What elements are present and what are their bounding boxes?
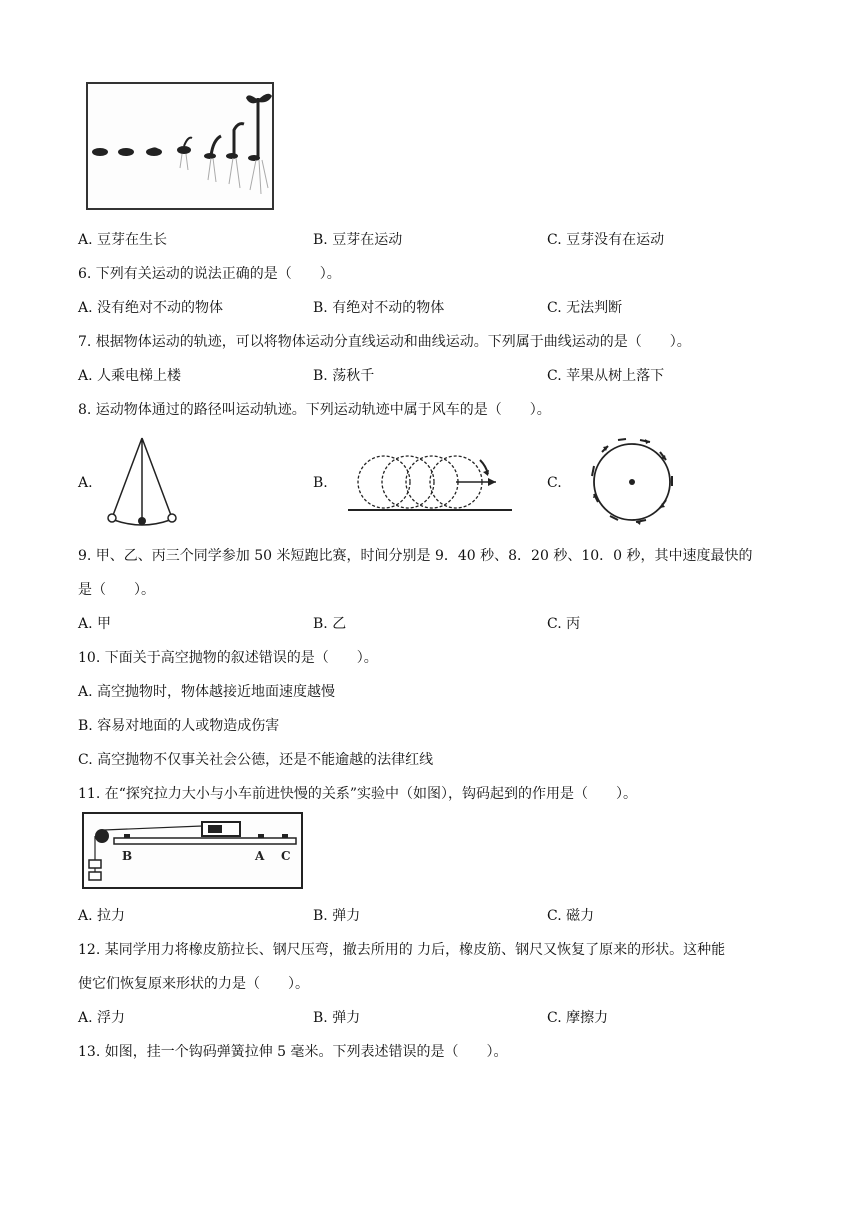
q7-option-a: A. 人乘电梯上楼 xyxy=(78,368,182,384)
q5-option-c: C. 豆芽没有在运动 xyxy=(547,232,665,248)
q12-option-a: A. 浮力 xyxy=(78,1010,126,1026)
q7-option-c: C. 苹果从树上落下 xyxy=(547,368,665,384)
q10-option-a: A. 高空抛物时，物体越接近地面速度越慢 xyxy=(78,684,336,700)
q12-stem-line1: 12. 某同学用力将橡皮筋拉长、钢尺压弯，撤去所用的 力后，橡皮筋、钢尺又恢复了原来的形状。这种能 xyxy=(78,942,726,958)
q9-option-c: C. 丙 xyxy=(547,616,581,632)
figure-label-b: B xyxy=(122,849,133,863)
q10-option-b: B. 容易对地面的人或物造成伤害 xyxy=(78,718,280,734)
q11-stem: 11. 在“探究拉力大小与小车前进快慢的关系”实验中（如图），钩码起到的作用是（ ）。 xyxy=(78,786,638,802)
q9-stem-line2: 是（ ）。 xyxy=(78,582,155,598)
pendulum-trajectory-figure xyxy=(100,434,184,528)
sprout-growth-figure xyxy=(86,82,276,212)
q6-option-a: A. 没有绝对不动的物体 xyxy=(78,300,224,316)
q9-option-a: A. 甲 xyxy=(78,616,112,632)
q7-option-b: B. 荡秋千 xyxy=(313,368,375,384)
q5-option-a: A. 豆芽在生长 xyxy=(78,232,168,248)
q9-stem-line1: 9. 甲、乙、丙三个同学参加 50 米短跑比赛，时间分别是 9．40 秒、8．20 秒、10．0 秒，其中速度最快的 xyxy=(78,548,753,564)
cart-pulley-experiment-figure xyxy=(82,812,304,890)
figure-label-c: C xyxy=(281,849,291,863)
q10-stem: 10. 下面关于高空抛物的叙述错误的是（ ）。 xyxy=(78,650,378,666)
q12-option-c: C. 摩擦力 xyxy=(547,1010,609,1026)
q8-option-c: C. xyxy=(547,475,562,491)
q7-stem: 7. 根据物体运动的轨迹，可以将物体运动分直线运动和曲线运动。下列属于曲线运动的是（ ）。 xyxy=(78,334,691,350)
figure-label-a: A xyxy=(255,849,265,863)
rolling-spiral-trajectory-figure xyxy=(346,446,516,516)
q8-option-b: B. xyxy=(313,475,328,491)
q8-option-a: A. xyxy=(78,475,93,491)
q6-option-c: C. 无法判断 xyxy=(547,300,623,316)
q9-option-b: B. 乙 xyxy=(313,616,347,632)
q12-option-b: B. 弹力 xyxy=(313,1010,361,1026)
q11-option-a: A. 拉力 xyxy=(78,908,126,924)
q8-stem: 8. 运动物体通过的路径叫运动轨迹。下列运动轨迹中属于风车的是（ ）。 xyxy=(78,402,551,418)
q13-stem: 13. 如图，挂一个钩码弹簧拉伸 5 毫米。下列表述错误的是（ ）。 xyxy=(78,1044,508,1060)
q11-option-c: C. 磁力 xyxy=(547,908,595,924)
circular-trajectory-figure xyxy=(588,436,676,526)
q10-option-c: C. 高空抛物不仅事关社会公德，还是不能逾越的法律红线 xyxy=(78,752,434,768)
q6-option-b: B. 有绝对不动的物体 xyxy=(313,300,445,316)
q5-option-b: B. 豆芽在运动 xyxy=(313,232,403,248)
q11-option-b: B. 弹力 xyxy=(313,908,361,924)
q6-stem: 6. 下列有关运动的说法正确的是（ ）。 xyxy=(78,266,341,282)
q12-stem-line2: 使它们恢复原来形状的力是（ ）。 xyxy=(78,976,309,992)
